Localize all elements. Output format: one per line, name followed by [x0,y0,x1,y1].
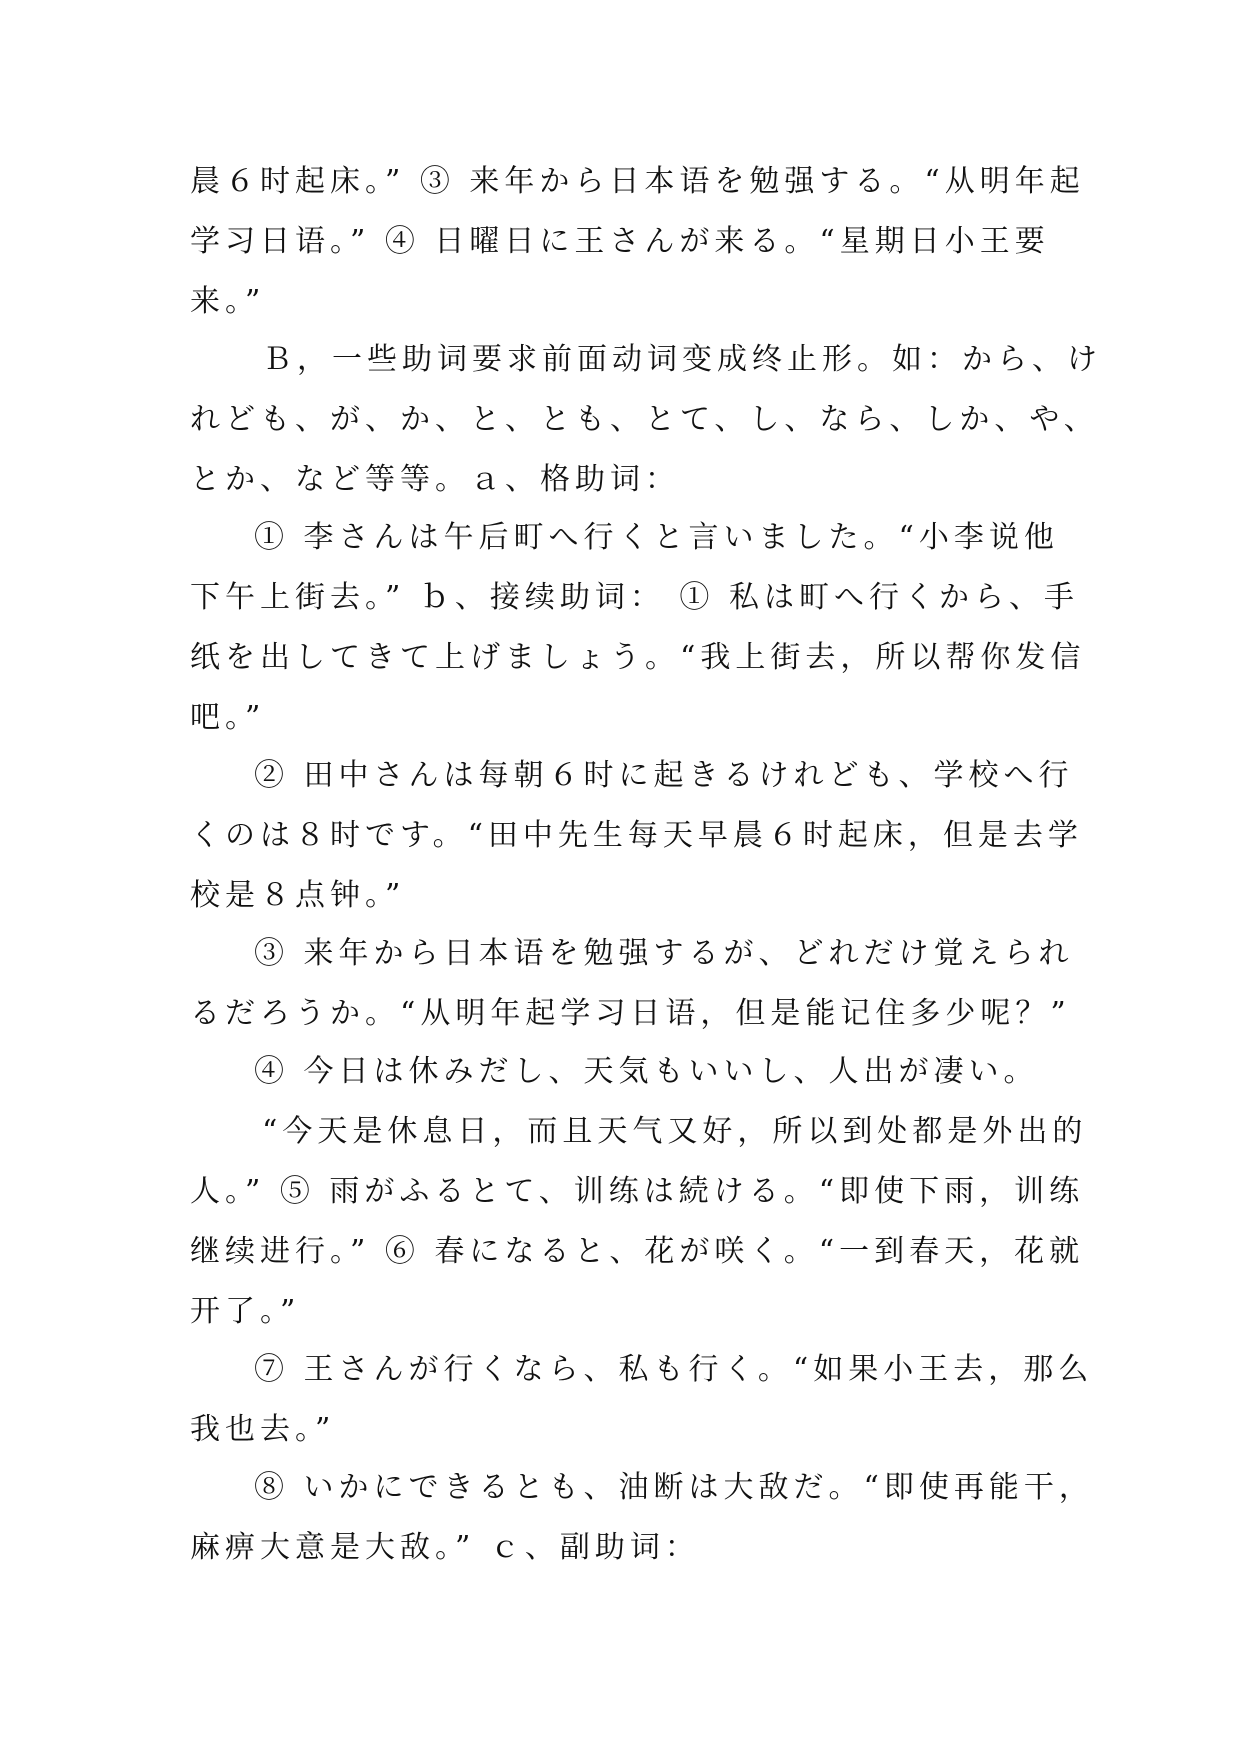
text-line: 晨６时起床。” ③ 来年から日本语を勉强する。“从明年起 [190,164,1085,199]
text-line: 来。” [190,284,266,319]
text-line: 麻痹大意是大敌。” ｃ、副助词： [190,1530,700,1565]
text-line: ① 李さんは午后町へ行くと言いました。“小李说他 [254,520,1059,555]
text-line: ⑧ いかにできるとも、油断は大敌だ。“即使再能干， [254,1470,1094,1505]
text-line: 继续进行。” ⑥ 春になると、花が咲く。“一到春天，花就 [190,1234,1085,1269]
text-line: れども、が、か、と、とも、とて、し、なら、しか、や、 [190,402,1099,437]
text-line: ⑦ 王さんが行くなら、私も行く。“如果小王去，那么 [254,1352,1094,1387]
text-line: 人。” ⑤ 雨がふるとて、训练は続ける。“即使下雨，训练 [190,1174,1085,1209]
text-line: るだろうか。“从明年起学习日语，但是能记住多少呢？” [190,996,1071,1031]
text-line: くのは８时です。“田中先生每天早晨６时起床，但是去学 [190,818,1083,853]
text-line: とか、など等等。ａ、格助词： [190,462,680,497]
text-line: ② 田中さんは每朝６时に起きるけれども、学校へ行 [254,758,1074,793]
text-line: 我也去。” [190,1412,336,1447]
text-line: 学习日语。” ④ 日曜日に王さんが来る。“星期日小王要 [190,224,1050,259]
text-line: 纸を出してきて上げましょう。“我上街去，所以帮你发信 [190,640,1086,675]
text-line: Ｂ，一些助词要求前面动词变成终止形。如：から、け [262,342,1102,377]
text-line: 下午上街去。” ｂ、接续助词： ① 私は町へ行くから、手 [190,580,1079,615]
text-line: ④ 今日は休みだし、天気もいいし、人出が凄い。 [254,1054,1039,1089]
text-line: 开了。” [190,1294,301,1329]
text-line: 吧。” [190,700,266,735]
text-line: “今天是休息日，而且天气又好，所以到处都是外出的 [262,1114,1088,1149]
text-line: 校是８点钟。” [190,878,406,913]
text-line: ③ 来年から日本语を勉强するが、どれだけ覚えられ [254,936,1074,971]
